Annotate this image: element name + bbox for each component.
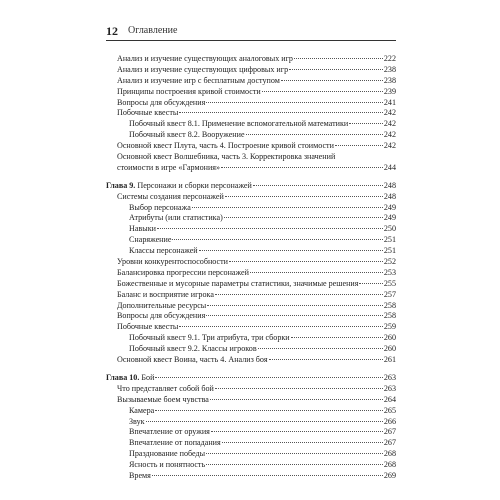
toc-entry-title: Побочный квест 8.2. Вооружение <box>129 130 245 140</box>
toc-entry-page: 244 <box>383 162 396 172</box>
toc-entry-page: 238 <box>383 75 396 85</box>
toc-entry-page: 242 <box>383 141 396 151</box>
toc-entry-page: 242 <box>383 108 396 118</box>
toc-entry <box>106 471 396 482</box>
toc-entry-page: 241 <box>383 97 396 107</box>
dot-leader <box>291 337 383 338</box>
toc-entry-page: 265 <box>383 405 396 415</box>
toc-entry-page: 249 <box>383 213 396 223</box>
toc-entry <box>106 246 396 257</box>
toc-entry <box>106 130 396 141</box>
page-number: 12 <box>106 24 118 38</box>
dot-leader <box>253 185 383 186</box>
toc-entry-page: 257 <box>383 289 396 299</box>
toc-entry <box>106 460 396 471</box>
toc-entry <box>106 279 396 290</box>
toc-entry-title: Классы персонажей <box>129 246 198 256</box>
dot-leader <box>215 294 383 295</box>
toc-entry-title: Дополнительные ресурсы <box>117 300 207 310</box>
toc-entry-page: 250 <box>383 224 396 234</box>
dot-leader <box>262 91 383 92</box>
dot-leader <box>155 410 383 411</box>
toc-entry <box>106 355 396 366</box>
dot-leader <box>192 207 383 208</box>
toc-entry-title: Побочный квест 8.1. Применение вспомогательной математики <box>129 119 349 129</box>
toc-entry <box>106 235 396 246</box>
toc-entry-page: 253 <box>383 267 396 277</box>
toc-entry-page: 248 <box>383 180 396 190</box>
toc-entry-title: Навыки <box>129 224 156 234</box>
toc-entry <box>106 98 396 109</box>
dot-leader <box>207 305 383 306</box>
dot-leader <box>222 442 383 443</box>
toc-entry-page: 260 <box>383 344 396 354</box>
toc-entry-title: Празднование победы <box>129 449 206 459</box>
toc-entry <box>106 311 396 322</box>
toc-entry-title: Божественные и мусорные параметры статистики, значимые решения <box>117 278 359 288</box>
toc-entry <box>106 268 396 279</box>
toc-chapter <box>106 373 396 384</box>
toc-entry-page: 259 <box>383 322 396 332</box>
dot-leader <box>215 388 383 389</box>
toc-entry-title: Баланс и восприятие игрока <box>117 289 214 299</box>
toc-entry-title: Время <box>129 470 151 480</box>
toc-chapter <box>106 181 396 192</box>
toc-entry <box>106 87 396 98</box>
toc-entry-page: 252 <box>383 257 396 267</box>
chapter-label: Глава 10. <box>106 372 140 382</box>
toc-entry-title: Камера <box>129 405 155 415</box>
dot-leader <box>294 58 383 59</box>
toc-entry-title: Звук <box>129 416 145 426</box>
dot-leader <box>146 421 383 422</box>
toc-entry-title: Побочный квест 9.2. Классы игроков <box>129 344 257 354</box>
dot-leader <box>225 196 383 197</box>
toc-entry-title: Вопросы для обсуждения <box>117 311 206 321</box>
dot-leader <box>172 239 382 240</box>
running-title: Оглавление <box>128 25 178 36</box>
toc-entry-page: 251 <box>383 246 396 256</box>
toc-entry-page: 266 <box>383 416 396 426</box>
toc-entry-title: Атрибуты (или статистика) <box>129 213 223 223</box>
dot-leader <box>229 261 383 262</box>
toc-entry-title: Уровни конкурентоспособности <box>117 257 229 267</box>
toc-entry-title: Основной квест Плута, часть 4. Построение кривой стоимости <box>117 141 334 151</box>
toc-entry-page: 260 <box>383 333 396 343</box>
toc-entry <box>106 290 396 301</box>
toc-entry <box>106 257 396 268</box>
toc-entry <box>106 76 396 87</box>
toc-entry-page: 251 <box>383 235 396 245</box>
toc-entry-page: 238 <box>383 64 396 74</box>
dot-leader <box>199 250 383 251</box>
dot-leader <box>221 167 383 168</box>
toc-entry <box>106 301 396 312</box>
toc-entry-page: 268 <box>383 460 396 470</box>
toc-entry-title: Побочный квест 9.1. Три атрибута, три сборки <box>129 333 290 343</box>
dot-leader <box>269 359 383 360</box>
dot-leader <box>206 315 383 316</box>
dot-leader <box>349 123 383 124</box>
toc-entry <box>106 438 396 449</box>
toc-entry-title: Вызываемые боем чувства <box>117 394 209 404</box>
toc-entry <box>106 192 396 203</box>
toc-entry-title: Побочные квесты <box>117 322 179 332</box>
dot-leader <box>210 399 383 400</box>
toc-entry <box>106 344 396 355</box>
toc-entry-page: 264 <box>383 394 396 404</box>
chapter-label: Глава 9. <box>106 180 136 190</box>
toc-entry-title: Системы создания персонажей <box>117 191 224 201</box>
toc-entry-page: 258 <box>383 300 396 310</box>
toc-entry-title: Побочные квесты <box>117 108 179 118</box>
toc-entry-title: Анализ и изучение существующих цифровых игр <box>117 64 289 74</box>
dot-leader <box>335 145 383 146</box>
toc-entry <box>106 141 396 152</box>
toc-entry <box>106 163 396 174</box>
toc-entry-title: Анализ и изучение существующих аналоговых игр <box>117 54 293 63</box>
toc-entry <box>106 54 396 65</box>
dot-leader <box>224 217 383 218</box>
dot-leader <box>179 112 382 113</box>
toc-entry-title-line2: стоимости в игре «Гармония» <box>117 162 221 172</box>
toc-entry <box>106 108 396 119</box>
toc-entry-title: Анализ и изучение игр с бесплатным доступом <box>117 75 280 85</box>
dot-leader <box>246 134 383 135</box>
toc-entry-title: Снаряжение <box>129 235 172 245</box>
dot-leader <box>359 283 382 284</box>
toc-entry <box>106 417 396 428</box>
toc-entry-title: Принципы построения кривой стоимости <box>117 86 261 96</box>
dot-leader <box>206 464 383 465</box>
toc-entry-page: 222 <box>383 54 396 63</box>
dot-leader <box>206 102 383 103</box>
toc-entry-title-line1: Основной квест Волшебника, часть 3. Корректировка значений <box>117 152 336 162</box>
toc-entry-page: 242 <box>383 130 396 140</box>
toc-entry-title: Балансировка прогрессии персонажей <box>117 267 249 277</box>
dot-leader <box>157 228 383 229</box>
toc-entry-page: 255 <box>383 278 396 288</box>
toc-entry <box>106 427 396 438</box>
toc-entry-page: 239 <box>383 86 396 96</box>
toc-entry-page: 269 <box>383 470 396 480</box>
toc-entry <box>106 322 396 333</box>
toc-entry-page: 263 <box>383 383 396 393</box>
page-header <box>106 24 396 41</box>
toc-entry-page: 263 <box>383 372 396 382</box>
dot-leader <box>289 69 383 70</box>
chapter-title: Персонажи и сборки персонажей <box>135 180 252 190</box>
toc-entry <box>106 203 396 214</box>
dot-leader <box>152 475 383 476</box>
toc-entry-title: Что представляет собой бой <box>117 383 214 393</box>
toc-entry <box>106 384 396 395</box>
toc-entry-title: Выбор персонажа <box>129 202 191 212</box>
toc-entry-page: 267 <box>383 438 396 448</box>
toc-entry-title: Ясность и понятность <box>129 460 206 470</box>
toc-entry-page: 258 <box>383 311 396 321</box>
toc-entry-title: Вопросы для обсуждения <box>117 97 206 107</box>
toc-entry <box>106 333 396 344</box>
dot-leader <box>155 377 382 378</box>
toc-entry <box>106 406 396 417</box>
toc-entry-page: 261 <box>383 355 396 365</box>
toc-entry-title: Основной квест Воина, часть 4. Анализ боя <box>117 355 268 365</box>
toc-entry-title: Впечатление от оружия <box>129 427 210 437</box>
toc-entry-page: 242 <box>383 119 396 129</box>
toc-entry-page: 249 <box>383 202 396 212</box>
toc-entry-page: 267 <box>383 427 396 437</box>
toc-entry <box>106 449 396 460</box>
toc-entry <box>106 119 396 130</box>
toc-entry-page: 268 <box>383 449 396 459</box>
dot-leader <box>258 348 383 349</box>
dot-leader <box>179 326 382 327</box>
dot-leader <box>281 80 383 81</box>
dot-leader <box>250 272 383 273</box>
toc-entry <box>106 213 396 224</box>
table-of-contents <box>106 54 396 482</box>
dot-leader <box>206 453 383 454</box>
toc-entry <box>106 224 396 235</box>
toc-entry-title: Впечатление от попадания <box>129 438 221 448</box>
toc-entry <box>106 65 396 76</box>
chapter-title: Бой <box>139 372 155 382</box>
toc-entry-page: 248 <box>383 191 396 201</box>
dot-leader <box>211 431 383 432</box>
toc-entry <box>106 395 396 406</box>
